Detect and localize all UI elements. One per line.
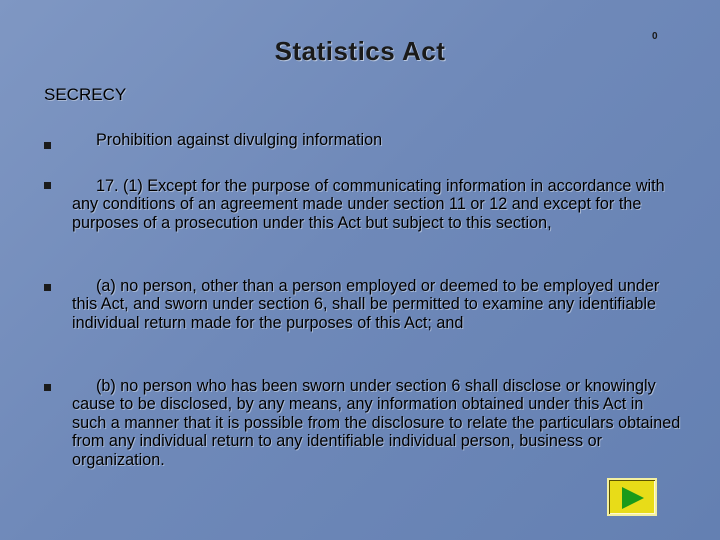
- square-bullet-icon: [44, 182, 51, 189]
- bullet-text: (a) no person, other than a person employed or deemed to be employed under this Act, and sworn under section 6, shall be permitted to examine any identifiable individual return made for the purposes of this Act; and: [72, 277, 660, 332]
- slide-title: Statistics Act: [274, 36, 446, 66]
- section-heading: SECRECY: [44, 85, 127, 104]
- square-bullet-icon: [44, 384, 51, 391]
- bullet-text: Prohibition against divulging information: [96, 131, 383, 149]
- page-number: 0: [652, 31, 658, 42]
- square-bullet-icon: [44, 142, 51, 149]
- play-arrow-icon: [621, 486, 645, 510]
- bullet-text: (b) no person who has been sworn under section 6 shall disclose or knowingly cause to be disclosed, by any means, any information obtained under this Act in such a manner that it is possible from the disclosure to relate the particulars obtained from any individual return to any identifiable individual person, business or organization.: [72, 377, 681, 469]
- next-slide-button[interactable]: [607, 478, 657, 516]
- square-bullet-icon: [44, 284, 51, 291]
- bullet-text: 17. (1) Except for the purpose of communicating information in accordance with any conditions of an agreement made under section 11 or 12 and except for the purposes of a prosecution under this Act but subject to this section,: [72, 177, 665, 232]
